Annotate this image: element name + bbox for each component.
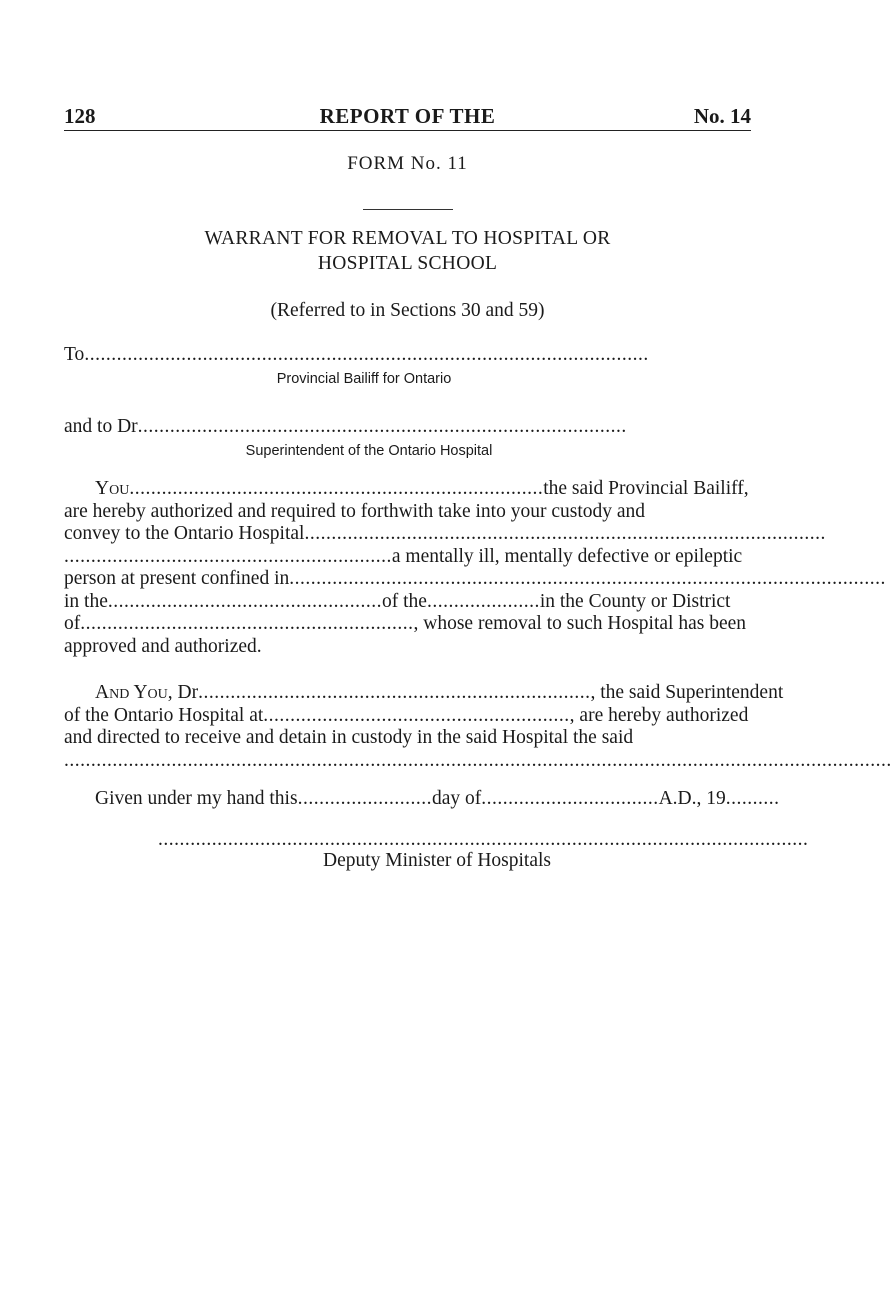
form-title-line1: WARRANT FOR REMOVAL TO HOSPITAL OR (204, 228, 611, 249)
text-line: approved and authorized. (64, 635, 262, 657)
page-header (64, 104, 751, 131)
form-number: FORM No. 11 (347, 153, 468, 174)
text-line: .............................................................a mentally ill, mentally defective or epileptic (64, 545, 743, 567)
signatory-role: Deputy Minister of Hospitals (322, 850, 552, 871)
text-line: convey to the Ontario Hospital................................................................................................. (64, 523, 826, 544)
form-title-line2: HOSPITAL SCHOOL (317, 253, 498, 274)
text-line: You.............................................................................the said Provincial Bailiff, (95, 478, 749, 499)
to-caption: Provincial Bailiff for Ontario (276, 371, 452, 387)
document-page (64, 104, 892, 872)
dr-blank: ........................................................................................... (137, 416, 627, 437)
to-label: To (64, 344, 85, 365)
form-title (64, 226, 751, 276)
running-title: REPORT OF THE (319, 104, 496, 128)
text-line: of.............................................................., whose removal to such Hospital has been (64, 613, 747, 634)
body-paragraph-1 (64, 478, 886, 658)
text-line: in the...................................................of the.....................in the County or District (64, 590, 731, 612)
text-line: are hereby authorized and required to forthwith take into your custody and (64, 500, 646, 522)
text-line: and directed to receive and detain in custody in the said Hospital the said (64, 727, 634, 748)
text-line: of the Ontario Hospital at........................................................., are hereby authorized (64, 704, 749, 726)
text-line: person at present confined in............................................................................................................... (64, 568, 886, 589)
to-line (64, 344, 751, 366)
dr-line (64, 416, 751, 438)
divider (363, 209, 453, 210)
to-blank: ......................................................................................................... (84, 344, 649, 365)
page-number: 128 (64, 104, 96, 128)
body-paragraph-2 (64, 682, 892, 772)
issue-number: No. 14 (693, 104, 751, 128)
signature-block (64, 829, 809, 872)
signature-line: ......................................................................................................................... (158, 829, 809, 850)
dr-caption: Superintendent of the Ontario Hospital (245, 443, 493, 459)
text-line: And You, Dr........................................................................., the said Superintendent (95, 682, 784, 703)
dr-label: and to Dr (64, 416, 138, 437)
address-block (64, 344, 751, 462)
given-under-hand: Given under my hand this.........................day of.................................A.D., 19.......... (95, 788, 780, 809)
referred-sections: (Referred to in Sections 30 and 59) (270, 300, 545, 321)
text-line: .......................................................................................................................................................... (64, 749, 892, 771)
